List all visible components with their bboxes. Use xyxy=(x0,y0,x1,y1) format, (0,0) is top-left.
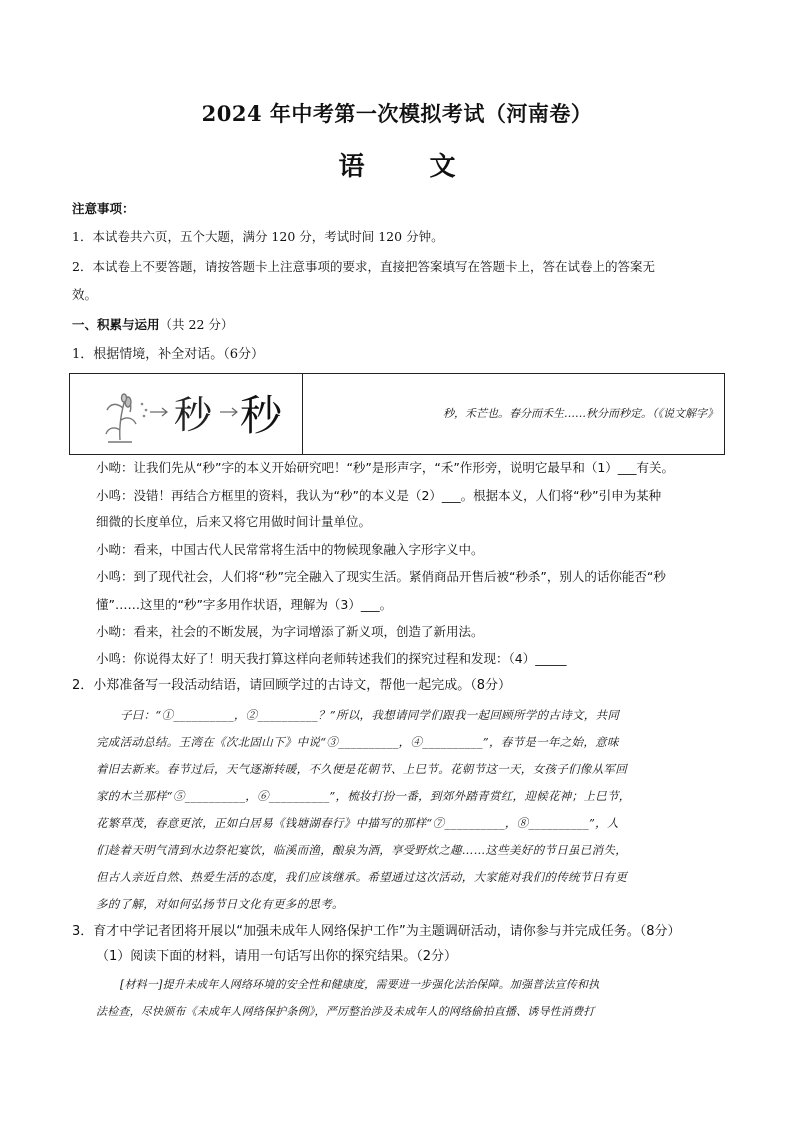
material-line: [材料一]提升未成年人网络环境的安全性和健康度，需要进一步强化法治保障。加强普法宣传和执 xyxy=(120,978,600,991)
passage-line: 花繁草茂，春意更浓，正如白居易《钱塘湖春行》中描写的那样“⑦__________，⑧__________”，人 xyxy=(96,816,619,830)
arrow-right-icon xyxy=(150,408,167,416)
exam-title: 2024 年中考第一次模拟考试（河南卷） xyxy=(201,101,593,126)
passage-line: 完成活动总结。王湾在《次北固山下》中说“③__________，④__________”，春节是一年之始，意味 xyxy=(96,735,619,749)
notice-item-2: 2．本试卷上不要答题，请按答题卡上注意事项的要求，直接把答案填写在答题卡上，答在试卷上的答案无 xyxy=(72,259,655,274)
passage-line: 家的木兰那样“⑤__________，⑥__________”，梳妆打扮一番，到郊外踏青赏红，迎候花神；上巳节， xyxy=(96,789,631,803)
dialog-line: 小鸣：你说得太好了！明天我打算这样向老师转述我们的探究过程和发现：（4）_____ xyxy=(96,651,567,666)
subject-title: 语 文 xyxy=(338,152,484,182)
question-1-stem: 1．根据情境，补全对话。（6分） xyxy=(72,347,265,362)
notice-item-2-cont: 效。 xyxy=(72,287,98,302)
character-evolution-box xyxy=(69,373,725,455)
section-heading xyxy=(72,316,728,334)
notice-heading: 注意事项： xyxy=(72,201,135,216)
question-2-stem: 2．小郑准备写一段活动结语，请回顾学过的古诗文，帮他一起完成。（8分） xyxy=(72,678,512,693)
question-3-sub-1: （1）阅读下面的材料，请用一句话写出你的探究结果。（2分） xyxy=(96,949,458,964)
modern-glyph: 秒 xyxy=(240,391,283,440)
dialog-line: 小呦：让我们先从“秒”字的本义开始研究吧！“秒”是形声字，“禾”作形旁，说明它最早和（1）___有关。 xyxy=(96,460,675,475)
dialog-line: 懂”……这里的“秒”字多用作状语，理解为（3）___。 xyxy=(96,597,393,612)
material-line: 法检查，尽快颁布《未成年人网络保护条例》，严厉整治涉及未成年人的网络偷拍直播、诱导性消费打 xyxy=(96,1005,595,1018)
rice-plant-icon xyxy=(106,394,136,442)
dots-decoration xyxy=(141,403,148,418)
shuowen-quote: 秒，禾芒也。春分而禾生……秋分而秒定。（《说文解字》 xyxy=(443,407,718,420)
passage-line: 多的了解，对如何弘扬节日文化有更多的思考。 xyxy=(96,897,344,911)
dialog-line: 小呦：看来，中国古代人民常常将生活中的物候现象融入字形字义中。 xyxy=(96,542,484,557)
passage-line: 子曰：“①__________，②__________？”所以，我想请同学们跟我一起回顾所学的古诗文，共同 xyxy=(120,708,620,722)
dialog-line: 小鸣：到了现代社会，人们将“秒”完全融入了现实生活。紧俏商品开售后被“秒杀”，别人的话你能否“秒 xyxy=(96,569,666,584)
dialog-line: 细微的长度单位，后来又将它用做时间计量单位。 xyxy=(96,514,372,529)
ancient-glyph: 秒 xyxy=(174,393,213,437)
dialog-line: 小鸣：没错！再结合方框里的资料，我认为“秒”的本义是（2）___。根据本义，人们将“秒”引申为某种 xyxy=(96,488,662,503)
section-title: 一、积累与运用 xyxy=(72,317,160,332)
section-points: （共 22 分） xyxy=(159,317,234,332)
box-divider xyxy=(302,374,303,454)
passage-line: 但古人亲近自然、热爱生活的态度，我们应该继承。希望通过这次活动，大家能对我们的传统节日有更 xyxy=(96,870,627,884)
notice-item-1: 1．本试卷共六页，五个大题，满分 120 分，考试时间 120 分钟。 xyxy=(72,229,444,244)
question-3-stem: 3．育才中学记者团将开展以“加强未成年人网络保护工作”为主题调研活动，请你参与并完成任务。（8分） xyxy=(72,924,681,939)
passage-line: 着旧去新来。春节过后，天气逐渐转暖，不久便是花朝节、上巳节。花朝节这一天，女孩子们像从军回 xyxy=(96,762,627,776)
dialog-line: 小呦：看来，社会的不断发展，为字词增添了新义项，创造了新用法。 xyxy=(96,624,484,639)
character-evolution-illustration xyxy=(82,382,297,446)
passage-line: 们趁着天明气清到水边祭祀宴饮，临溪而渔，酿泉为酒，享受野炊之趣……这些美好的节日虽已消失， xyxy=(96,843,627,857)
arrow-right-icon-2 xyxy=(220,408,237,416)
